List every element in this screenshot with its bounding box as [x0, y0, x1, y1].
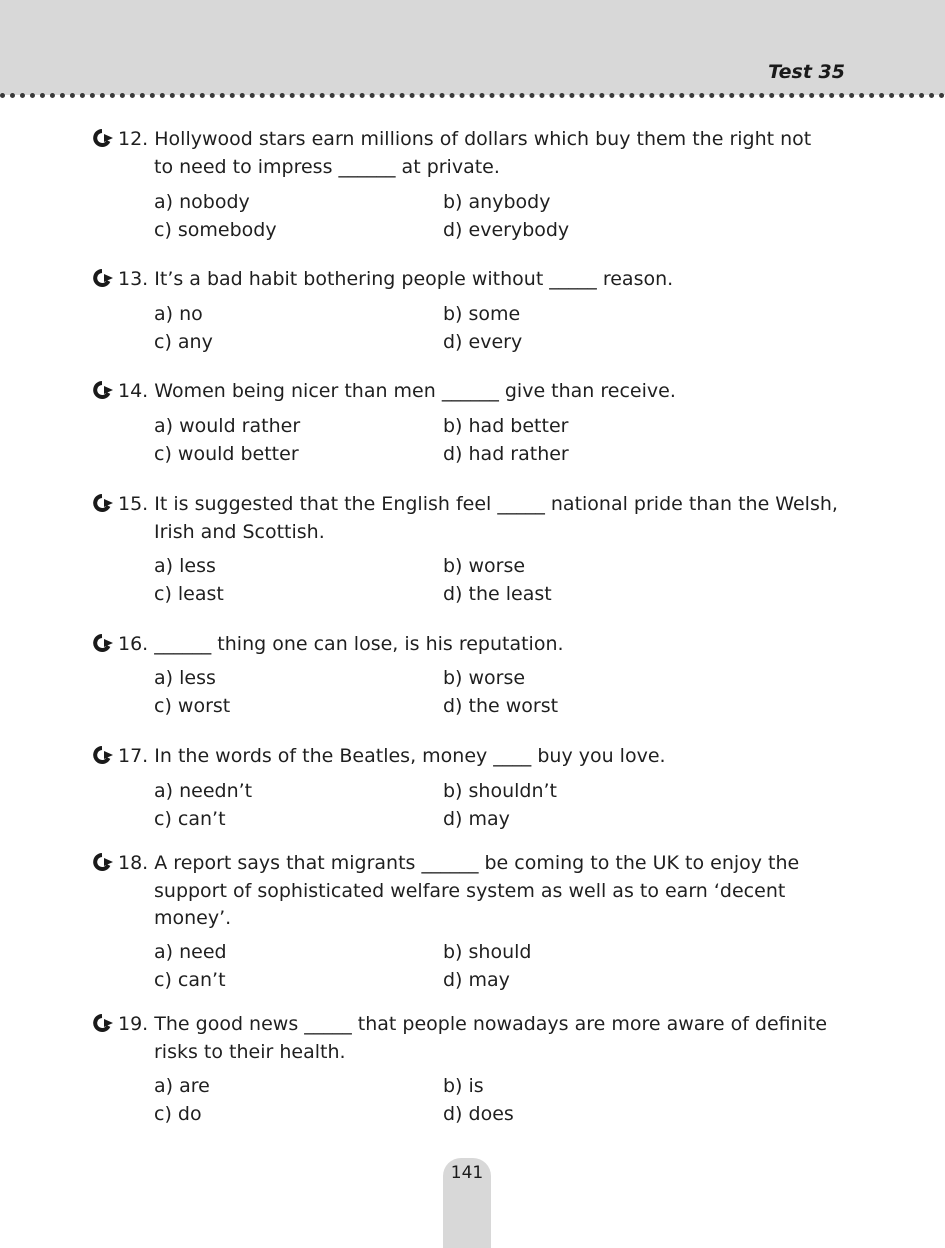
question-text-line: money’.	[154, 907, 232, 929]
option-a[interactable]: a) needn’t	[154, 780, 253, 802]
circular-arrow-icon	[90, 380, 114, 400]
option-c[interactable]: c) least	[154, 583, 224, 605]
option-c[interactable]: c) can’t	[154, 969, 226, 991]
page-number: 141	[450, 1163, 484, 1183]
option-b[interactable]: b) is	[443, 1075, 484, 1097]
question-text-line: Hollywood stars earn millions of dollars which buy them the right not	[154, 128, 812, 150]
option-d[interactable]: d) the least	[443, 583, 552, 605]
option-c[interactable]: c) do	[154, 1103, 202, 1125]
option-c[interactable]: c) somebody	[154, 219, 277, 241]
option-b[interactable]: b) worse	[443, 555, 526, 577]
question-number: 15.	[118, 493, 149, 515]
option-c[interactable]: c) any	[154, 331, 213, 353]
question-text-line: Women being nicer than men ______ give than receive.	[154, 380, 676, 402]
option-a[interactable]: a) less	[154, 667, 216, 689]
option-d[interactable]: d) may	[443, 808, 510, 830]
circular-arrow-icon	[90, 128, 114, 148]
question-text-line: ______ thing one can lose, is his reputation.	[154, 633, 564, 655]
option-a[interactable]: a) no	[154, 303, 203, 325]
question-stem	[118, 743, 845, 771]
question-number: 16.	[118, 633, 149, 655]
question-number: 13.	[118, 268, 149, 290]
question-number: 14.	[118, 380, 149, 402]
circular-arrow-icon	[90, 493, 114, 513]
option-d[interactable]: d) the worst	[443, 695, 559, 717]
circular-arrow-icon	[90, 268, 114, 288]
question-stem	[118, 1011, 845, 1066]
question-stem	[118, 631, 845, 659]
question-stem	[118, 126, 845, 181]
option-b[interactable]: b) some	[443, 303, 521, 325]
question-text-line: It is suggested that the English feel _____ national pride than the Welsh,	[154, 493, 838, 515]
test-label: Test 35	[768, 61, 845, 83]
question-stem	[118, 850, 845, 933]
option-c[interactable]: c) can’t	[154, 808, 226, 830]
question-text-line: Irish and Scottish.	[154, 520, 325, 543]
circular-arrow-icon	[90, 633, 114, 653]
option-b[interactable]: b) shouldn’t	[443, 780, 557, 802]
option-a[interactable]: a) would rather	[154, 415, 301, 437]
option-d[interactable]: d) everybody	[443, 219, 570, 241]
question-text-line: risks to their health.	[154, 1040, 346, 1063]
question-stem	[118, 378, 845, 406]
option-b[interactable]: b) anybody	[443, 191, 551, 213]
option-c[interactable]: c) worst	[154, 695, 231, 717]
option-d[interactable]: d) may	[443, 969, 510, 991]
option-b[interactable]: b) worse	[443, 667, 526, 689]
question-text-line: to need to impress ______ at private.	[154, 155, 500, 178]
option-d[interactable]: d) every	[443, 331, 523, 353]
option-a[interactable]: a) need	[154, 941, 227, 963]
question-number: 17.	[118, 745, 149, 767]
circular-arrow-icon	[90, 745, 114, 765]
circular-arrow-icon	[90, 1013, 114, 1033]
question-number: 18.	[118, 852, 149, 874]
circular-arrow-icon	[90, 852, 114, 872]
question-text-line: The good news _____ that people nowadays are more aware of definite	[154, 1013, 828, 1035]
question-text-line: It’s a bad habit bothering people without _____ reason.	[154, 268, 674, 290]
question-text-line: support of sophisticated welfare system as well as to earn ‘decent	[154, 879, 786, 902]
question-text-line: A report says that migrants ______ be coming to the UK to enjoy the	[154, 852, 800, 874]
question-stem	[118, 266, 845, 294]
option-c[interactable]: c) would better	[154, 443, 299, 465]
question-number: 19.	[118, 1013, 149, 1035]
question-stem	[118, 491, 845, 546]
header-dotted-rule	[0, 93, 945, 98]
option-b[interactable]: b) had better	[443, 415, 569, 437]
question-number: 12.	[118, 128, 149, 150]
option-a[interactable]: a) less	[154, 555, 216, 577]
option-b[interactable]: b) should	[443, 941, 532, 963]
option-a[interactable]: a) are	[154, 1075, 210, 1097]
option-d[interactable]: d) had rather	[443, 443, 569, 465]
option-a[interactable]: a) nobody	[154, 191, 250, 213]
question-text-line: In the words of the Beatles, money ____ buy you love.	[154, 745, 666, 767]
option-d[interactable]: d) does	[443, 1103, 514, 1125]
